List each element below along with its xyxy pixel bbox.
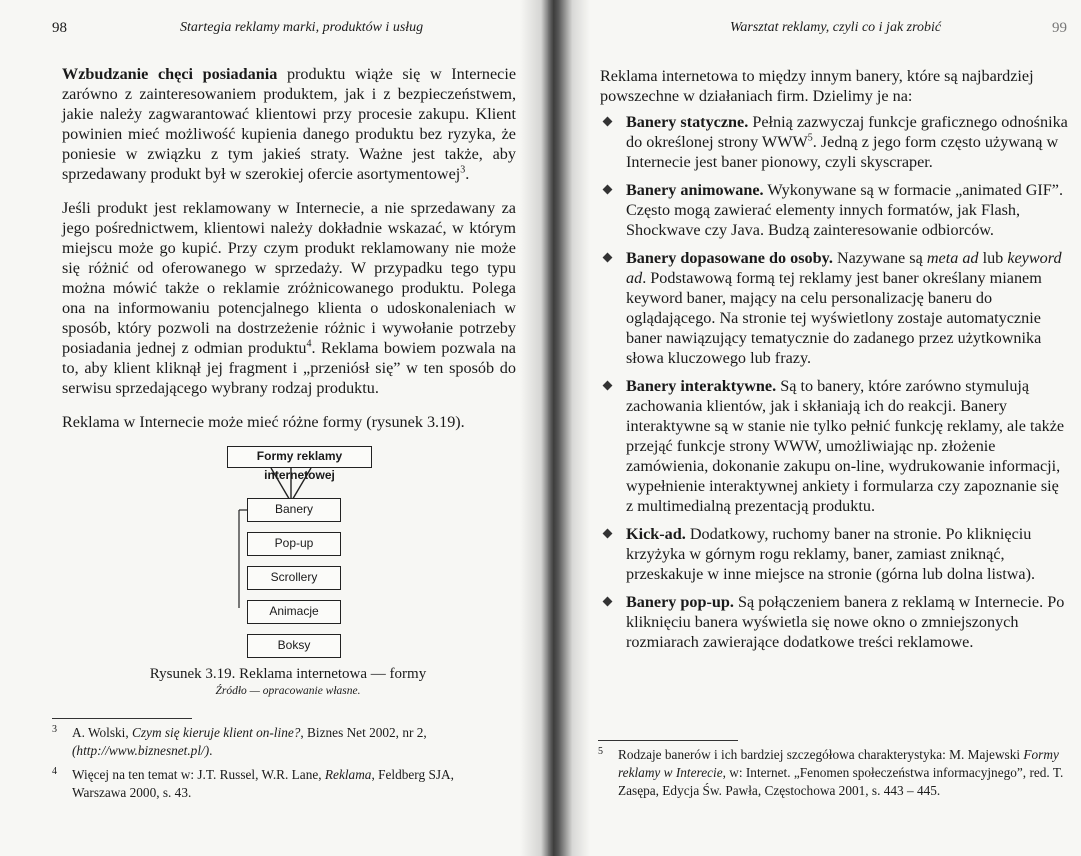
footnote-3-end: . <box>209 743 213 758</box>
diamond-bullet-icon <box>603 185 613 195</box>
list-item <box>600 180 1070 240</box>
paragraph-2-text: Jeśli produkt jest reklamowany w Internecie, a nie sprzedawany za jego pośrednictwem, klientowi należy dokładnie wskazać, w którym miejscu może go kupić. Przy czym produkt reklamowany nie może się różnić od oferowanego w sprzedaży. W przypadku tego typu można mówić także o reklamie zróżnicowanego produktu. Polega ona na informowaniu potencjalnego klienta o udoskonaleniach w sposób, który pozwoli na dostrzeżenie różnic i wywołanie potrzeby posiadania jednej z odmian produktu <box>62 199 516 357</box>
list-item-text: Są to banery, które zarówno stymulują zachowania klientów, jak i skłaniają ich do reakcji. Banery interaktywne są w stanie nie tylko pełnić funkcję reklamy, ale także przejąć funkcje strony WWW, umożliwiając np. złożenie zamówienia, dokonanie zakupu on-line, wydrukowanie informacji, wypełnienie interaktywnej ankiety i formularza czy zapoznanie się z multimedialną prezentacją produktu. <box>626 377 1065 515</box>
list-item <box>600 376 1070 516</box>
diamond-bullet-icon <box>603 529 613 539</box>
footnote-4-source: , Feldberg SJA, Warszawa 2000, s. 43. <box>72 767 454 800</box>
list-item-lead: Banery pop-up. <box>626 593 734 611</box>
diamond-bullet-icon <box>603 117 613 127</box>
banner-types-list <box>600 112 1070 652</box>
footnote-3 <box>52 724 472 760</box>
footnote-5-author: Rodzaje banerów i ich bardziej szczegółowa charakterystyka: M. Majewski <box>618 747 1024 762</box>
footnote-ref-3[interactable]: 3 <box>460 164 466 176</box>
diagram-item-boksy: Boksy <box>247 634 341 658</box>
footnote-5 <box>598 746 1068 800</box>
list-item-lead: Banery animowane. <box>626 181 764 199</box>
paragraph-1-lead: Wzbudzanie chęci posiadania <box>62 65 278 83</box>
footnote-4-number: 4 <box>52 766 57 777</box>
right-body-text <box>600 66 1070 660</box>
paragraph-1 <box>62 64 516 184</box>
footnote-rule-right <box>598 740 738 741</box>
paragraph-2-end: . Reklama bowiem pozwala na to, aby klient kliknął jej fragment i „przeniósł się” w ten sposób do serwisu sprzedającego wybrany rodzaj produktu. <box>62 339 516 397</box>
footnote-4-author: Więcej na ten temat w: J.T. Russel, W.R. Lane, <box>72 767 325 782</box>
list-item-lead: Banery dopasowane do osoby. <box>626 249 833 267</box>
list-item <box>600 524 1070 584</box>
figure-caption <box>148 666 428 697</box>
list-item-text: Są połączeniem banera z reklamą w Internecie. Po kliknięciu banera wyświetla się nowe okno o zmniejszonych rozmiarach zawierające dodatkowe treści reklamowe. <box>626 593 1065 651</box>
paragraph-2 <box>62 198 516 398</box>
diagram-root-box: Formy reklamy internetowej <box>227 446 372 468</box>
page-number-right: 99 <box>1052 20 1067 36</box>
list-item-text: Nazywane są <box>832 249 927 267</box>
paragraph-1-text: produktu wiąże się w Internecie zarówno z zainteresowaniem produktem, jak i z bezpieczeństwem, jakie należy zagwarantować klientowi przy procesie zakupu. Klient powinien mieć możliwość kupienia danego produktu bez ryzyka, że poniesie w związku z tym jakieś straty. Ważne jest także, aby sprzedawany produkt był w szerokiej ofercie asortymentowej <box>62 65 516 183</box>
footnote-4-title: Reklama <box>324 767 372 782</box>
list-item-text: Wykonywane są w formacie „animated GIF”. Często mogą zawierać elementy innych formatów, jak Flash, Shockwave czy Java. Budzą zainteresowanie odbiorców. <box>626 181 1064 239</box>
list-item-text: . Podstawową formą tej reklamy jest baner określany mianem keyword baner, mający na celu personalizację baneru do oglądającego. Na stronie tej wyświetlony zostaje automatycznie baner nawiązujący tematycznie do zadanego przez użytkownika słowa kluczowego lub frazy. <box>626 269 1042 367</box>
list-item-text: lub <box>978 249 1008 267</box>
right-page <box>552 0 1081 856</box>
footnote-3-title: Czym się kieruje klient on-line? <box>132 725 301 740</box>
caption-source: Źródło — opracowanie własne. <box>215 685 361 697</box>
list-item <box>600 592 1070 652</box>
footnote-ref-4[interactable]: 4 <box>306 338 312 350</box>
diagram-item-banery: Banery <box>247 498 341 522</box>
list-item-lead: Banery statyczne. <box>626 113 749 131</box>
running-header-right: Warsztat reklamy, czyli co i jak zrobić <box>730 20 942 35</box>
caption-title: Rysunek 3.19. Reklama internetowa — formy <box>149 666 427 682</box>
diagram-item-pop-up: Pop-up <box>247 532 341 556</box>
footnote-ref-5[interactable]: 5 <box>807 132 813 144</box>
footnote-5-source: , w: Internet. „Fenomen społeczeństwa informacyjnego”, red. T. Zasępa, Edycja Św. Pawła, Częstochowa 2001, s. 443 – 445. <box>618 765 1064 798</box>
footnote-5-number: 5 <box>598 746 603 757</box>
footnote-5-title: Formy reklamy w Interecie <box>618 747 1059 780</box>
list-item-text: Pełnią zazwyczaj funkcje graficznego odnośnika do określonej strony WWW <box>626 113 1068 151</box>
left-body-text <box>62 64 516 446</box>
footnote-3-number: 3 <box>52 724 57 735</box>
footnotes-right <box>598 746 1068 806</box>
footnote-rule-left <box>52 718 192 719</box>
list-item <box>600 248 1070 368</box>
diagram-item-animacje: Animacje <box>247 600 341 624</box>
footnote-3-source: , Biznes Net 2002, nr 2, <box>300 725 427 740</box>
intro-paragraph: Reklama internetowa to między innym banery, które są najbardziej powszechne w działaniach firm. Dzielimy je na: <box>600 67 1034 105</box>
list-item-text: Dodatkowy, ruchomy baner na stronie. Po kliknięciu krzyżyka w górnym rogu reklamy, baner, zamiast zniknąć, przeskakuje w inne miejsce na stronie (górna lub dolna listwa). <box>626 525 1036 583</box>
footnote-4 <box>52 766 472 802</box>
list-item-term: meta ad <box>926 249 979 267</box>
diamond-bullet-icon <box>603 381 613 391</box>
paragraph-1-end: . <box>465 165 470 183</box>
footnotes-left <box>52 724 472 808</box>
book-gutter-shadow <box>520 0 590 856</box>
running-header-left: Startegia reklamy marki, produktów i usług <box>180 20 424 35</box>
list-item-lead: Banery interaktywne. <box>626 377 777 395</box>
footnote-3-url[interactable]: (http://www.biznesnet.pl/) <box>72 743 210 758</box>
diamond-bullet-icon <box>603 253 613 263</box>
diagram-item-scrollery: Scrollery <box>247 566 341 590</box>
footnote-3-author: A. Wolski, <box>72 725 133 740</box>
page-number-left: 98 <box>52 20 67 36</box>
diamond-bullet-icon <box>603 597 613 607</box>
list-item-lead: Kick-ad. <box>626 525 686 543</box>
list-item-term: keyword ad <box>626 249 1062 287</box>
list-item <box>600 112 1070 172</box>
paragraph-3: Reklama w Internecie może mieć różne formy (rysunek 3.19). <box>62 413 465 431</box>
list-item-text-end: . Jedną z jego form często używaną w Internecie jest baner pionowy, czyli skyscraper. <box>626 133 1059 171</box>
